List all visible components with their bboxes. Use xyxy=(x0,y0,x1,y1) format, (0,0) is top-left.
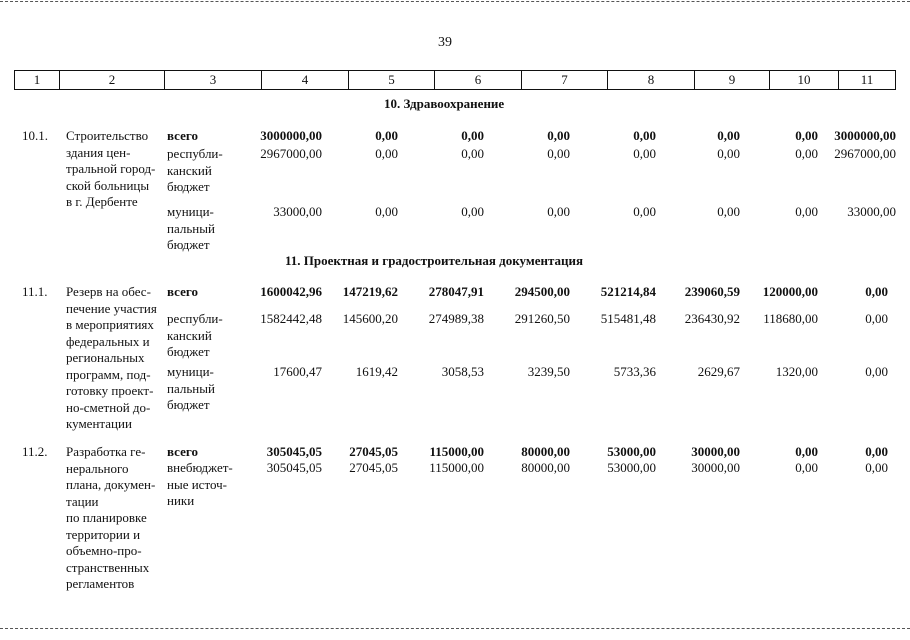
header-col-5: 5 xyxy=(349,71,435,89)
value-cell: 80000,00 xyxy=(521,460,570,475)
row-line-label: республи- канский бюджет xyxy=(167,311,223,359)
value-cell: 3239,50 xyxy=(527,364,570,379)
value-cell: 145600,20 xyxy=(342,311,398,326)
value-cell: 0,00 xyxy=(461,204,484,219)
value-cell: 2629,67 xyxy=(697,364,740,379)
row-number: 10.1. xyxy=(22,128,48,143)
scan-edge-bottom xyxy=(0,628,910,629)
value-cell: 0,00 xyxy=(461,128,484,143)
value-cell: 2967000,00 xyxy=(834,146,896,161)
value-cell: 291260,50 xyxy=(514,311,570,326)
row-line-label: внебюджет- ные источ- ники xyxy=(167,460,233,508)
header-col-6: 6 xyxy=(435,71,522,89)
value-cell: 147219,62 xyxy=(342,284,398,299)
row-name: Строительство здания цен- тральной город- ской больницы в г. Дербенте xyxy=(66,128,156,209)
value-cell: 294500,00 xyxy=(514,284,570,299)
value-cell: 236430,92 xyxy=(684,311,740,326)
value-cell: 0,00 xyxy=(717,204,740,219)
value-cell: 115000,00 xyxy=(429,460,484,475)
scan-edge-top xyxy=(0,1,910,2)
value-cell: 0,00 xyxy=(547,204,570,219)
value-cell: 1619,42 xyxy=(355,364,398,379)
value-cell: 17600,47 xyxy=(273,364,322,379)
value-cell: 0,00 xyxy=(865,444,888,459)
value-cell: 0,00 xyxy=(717,128,740,143)
section-title-10: 10. Здравоохранение xyxy=(384,96,505,111)
value-cell: 515481,48 xyxy=(600,311,656,326)
value-cell: 0,00 xyxy=(795,146,818,161)
value-cell: 0,00 xyxy=(865,364,888,379)
value-cell: 274989,38 xyxy=(428,311,484,326)
value-cell: 0,00 xyxy=(547,128,570,143)
value-cell: 1582442,48 xyxy=(260,311,322,326)
row-number: 11.1. xyxy=(22,284,48,299)
value-cell: 33000,00 xyxy=(847,204,896,219)
value-cell: 0,00 xyxy=(795,128,818,143)
value-cell: 0,00 xyxy=(633,128,656,143)
value-cell: 53000,00 xyxy=(607,460,656,475)
value-cell: 3000000,00 xyxy=(834,128,896,143)
value-cell: 0,00 xyxy=(461,146,484,161)
value-cell: 239060,59 xyxy=(684,284,740,299)
row-name: Разработка ге- нерального плана, докумен- тации по планировке территории и объемно-про- странственных регламентов xyxy=(66,444,156,591)
value-cell: 3058,53 xyxy=(441,364,484,379)
value-cell: 120000,00 xyxy=(762,284,818,299)
value-cell: 3000000,00 xyxy=(260,128,322,143)
header-col-11: 11 xyxy=(839,71,896,89)
value-cell: 80000,00 xyxy=(521,444,570,459)
table-header-row xyxy=(14,70,896,90)
value-cell: 305045,05 xyxy=(266,444,322,459)
value-cell: 118680,00 xyxy=(763,311,818,326)
value-cell: 27045,05 xyxy=(349,460,398,475)
value-cell: 278047,91 xyxy=(428,284,484,299)
value-cell: 0,00 xyxy=(375,146,398,161)
row-line-label: всего xyxy=(167,444,198,459)
value-cell: 0,00 xyxy=(375,128,398,143)
value-cell: 1600042,96 xyxy=(260,284,322,299)
value-cell: 30000,00 xyxy=(691,444,740,459)
value-cell: 27045,05 xyxy=(349,444,398,459)
header-col-7: 7 xyxy=(522,71,608,89)
value-cell: 33000,00 xyxy=(273,204,322,219)
value-cell: 0,00 xyxy=(865,311,888,326)
value-cell: 53000,00 xyxy=(607,444,656,459)
value-cell: 5733,36 xyxy=(613,364,656,379)
row-name: Резерв на обес- печение участия в мероприятиях федеральных и региональных программ, под- готовку проект- но-сметной до- кументации xyxy=(66,284,157,431)
header-col-1: 1 xyxy=(14,71,60,89)
header-col-3: 3 xyxy=(165,71,262,89)
header-col-8: 8 xyxy=(608,71,695,89)
row-line-label: муници- пальный бюджет xyxy=(167,204,215,252)
header-col-10: 10 xyxy=(770,71,839,89)
value-cell: 1320,00 xyxy=(775,364,818,379)
value-cell: 305045,05 xyxy=(266,460,322,475)
value-cell: 115000,00 xyxy=(429,444,484,459)
row-line-label: республи- канский бюджет xyxy=(167,146,223,194)
row-number: 11.2. xyxy=(22,444,48,459)
value-cell: 2967000,00 xyxy=(260,146,322,161)
row-line-label: всего xyxy=(167,284,198,299)
value-cell: 0,00 xyxy=(865,460,888,475)
section-title-11: 11. Проектная и градостроительная документация xyxy=(285,253,584,268)
value-cell: 0,00 xyxy=(547,146,570,161)
value-cell: 0,00 xyxy=(795,204,818,219)
value-cell: 0,00 xyxy=(375,204,398,219)
value-cell: 0,00 xyxy=(717,146,740,161)
header-col-9: 9 xyxy=(695,71,770,89)
value-cell: 0,00 xyxy=(795,444,818,459)
value-cell: 0,00 xyxy=(865,284,888,299)
header-col-2: 2 xyxy=(60,71,165,89)
value-cell: 0,00 xyxy=(633,146,656,161)
value-cell: 30000,00 xyxy=(691,460,740,475)
row-line-label: всего xyxy=(167,128,198,143)
page-number: 39 xyxy=(438,35,452,50)
row-line-label: муници- пальный бюджет xyxy=(167,364,215,412)
value-cell: 0,00 xyxy=(633,204,656,219)
value-cell: 521214,84 xyxy=(600,284,656,299)
header-col-4: 4 xyxy=(262,71,349,89)
value-cell: 0,00 xyxy=(795,460,818,475)
